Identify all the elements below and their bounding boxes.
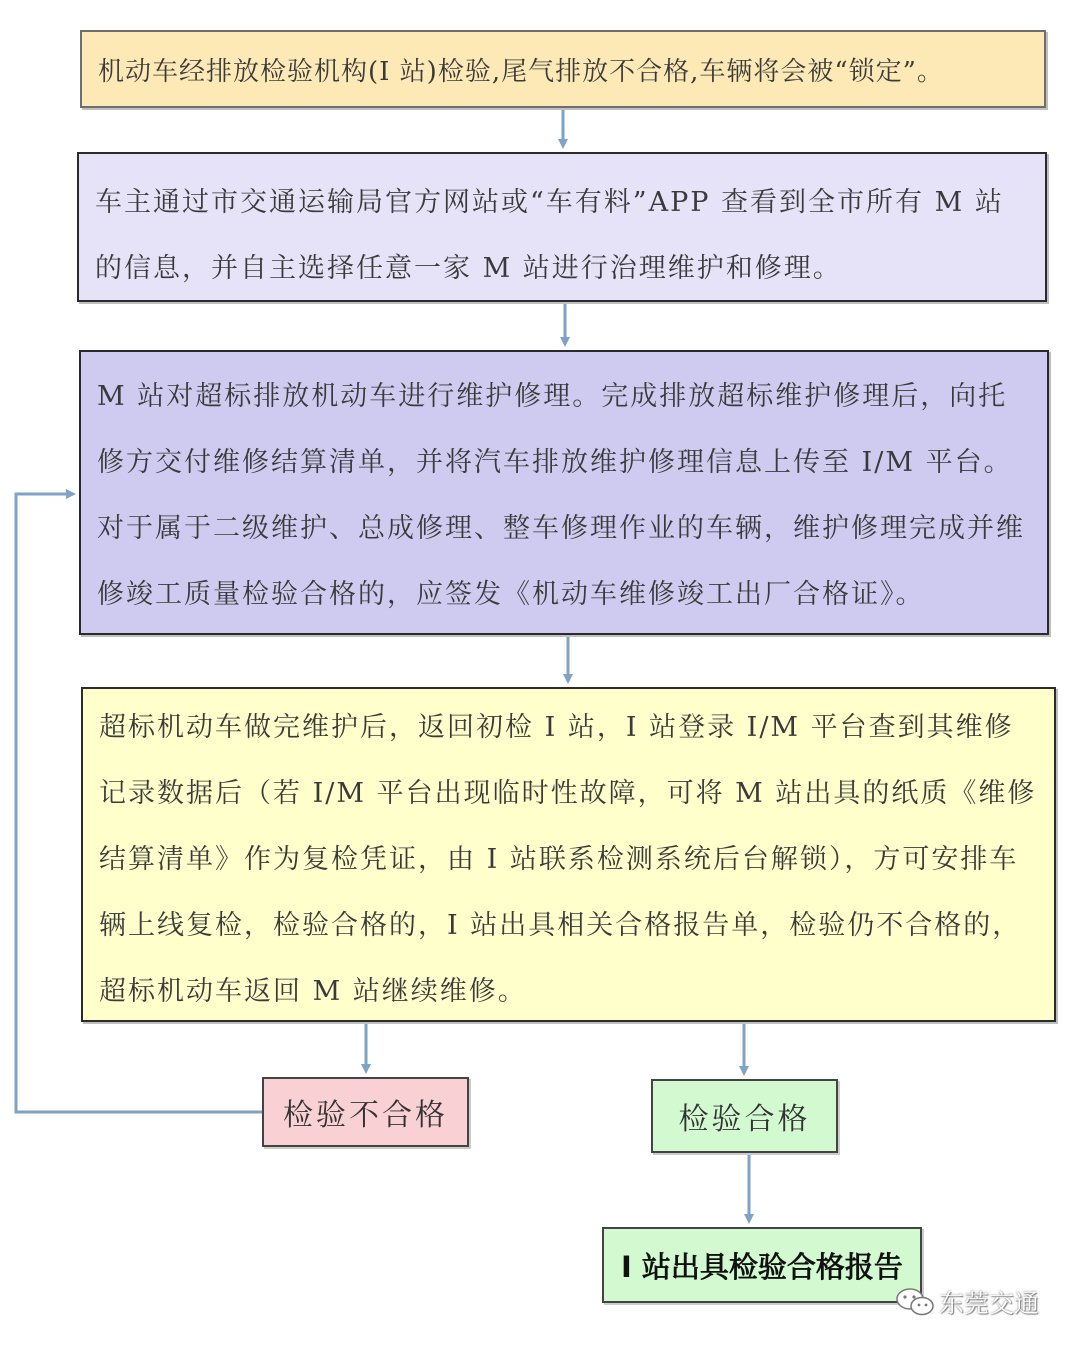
fail-result-box [262,1077,469,1147]
watermark-text: 东莞交通 [939,1289,1040,1318]
watermark [895,1285,1039,1319]
step2-box [77,152,1047,302]
step1-box [80,30,1046,108]
step4-text: 超标机动车做完维护后，返回初检 I 站，I 站登录 I/M 平台查到其维修记录数据后（若 I/M 平台出现临时性故障，可将 M 站出具的纸质《维修结算清单》作为复检凭证，由 I 站联系检测系统后台解锁），方可安排车辆上线复检，检验合格的，I 站出具相关合格报告单，检验仍不合格的，超标机动车返回 M 站继续维修。 [99,712,1037,1007]
pass-result-box [651,1079,838,1153]
report-label: I 站出具检验合格报告 [621,1249,903,1284]
step2-text: 车主通过市交通运输局官方网站或“车有料”APP 查看到全市所有 M 站的信息，并自主选择任意一家 M 站进行治理维护和修理。 [95,187,1004,284]
step3-text: M 站对超标排放机动车进行维护修理。完成排放超标维护修理后，向托修方交付维修结算清单，并将汽车排放维护修理信息上传至 I/M 平台。对于属于二级维护、总成修理、整车修理作业的车辆，维护修理完成并维修竣工质量检验合格的，应签发《机动车维修竣工出厂合格证》。 [97,381,1025,610]
step4-box [81,687,1056,1022]
pass-result-label: 检验合格 [678,1102,811,1137]
step1-text: 机动车经排放检验机构(I 站)检验,尾气排放不合格,车辆将会被“锁定”。 [98,57,944,87]
report-box [602,1227,922,1303]
step3-box [79,350,1049,635]
fail-result-label: 检验不合格 [283,1098,448,1133]
wechat-icon [895,1286,935,1318]
